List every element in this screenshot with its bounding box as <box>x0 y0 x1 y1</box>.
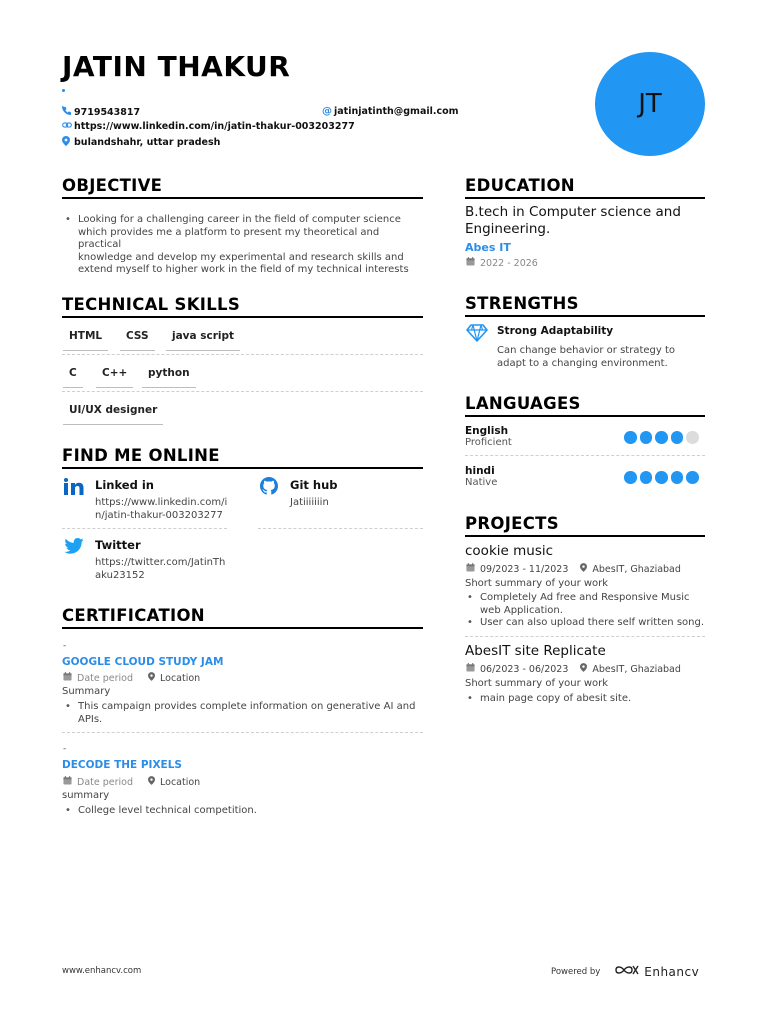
certification-rule <box>62 627 423 629</box>
powered-by-label: Powered by <box>551 966 601 977</box>
project-summary: Short summary of your work <box>465 578 609 589</box>
github-icon <box>260 477 278 499</box>
strength-description: Can change behavior or strategy to adapt to a changing environment. <box>497 345 676 369</box>
project-divider <box>465 636 705 637</box>
skills-heading: TECHNICAL SKILLS <box>62 295 241 314</box>
rating-dot-empty <box>686 431 699 444</box>
skill-tag: UI/UX designer <box>63 404 163 425</box>
email-contact[interactable] <box>322 106 459 117</box>
rating-dot-filled <box>624 471 637 484</box>
projects-heading: PROJECTS <box>465 514 559 533</box>
cert-divider <box>62 732 423 733</box>
objective-line: • Looking for a challenging career in the field of computer science <box>65 214 401 225</box>
education-period: 2022 - 2026 <box>480 257 538 269</box>
linkedin-contact[interactable] <box>62 121 355 132</box>
online-heading: FIND ME ONLINE <box>62 446 220 465</box>
skill-tag: C <box>63 367 83 388</box>
language-rating <box>624 471 699 484</box>
objective-text <box>63 214 425 277</box>
enhancv-brand: Enhancv <box>644 964 700 979</box>
twitter-link[interactable]: https://twitter.com/JatinTh aku23152 <box>95 557 226 581</box>
education-school: Abes IT <box>465 241 511 254</box>
cert-summary: summary <box>62 790 110 801</box>
cert-marker: - <box>63 641 67 651</box>
phone-number: 9719543817 <box>74 106 141 118</box>
cert-date: Date period <box>77 672 133 684</box>
linkedin-icon <box>64 478 84 499</box>
online-divider <box>258 528 423 529</box>
project-location: AbesIT, Ghaziabad <box>592 563 681 575</box>
at-sign-icon: @ <box>322 106 332 117</box>
strengths-heading: STRENGTHS <box>465 294 579 313</box>
cert-location: Location <box>160 776 201 788</box>
location-contact <box>62 136 220 149</box>
candidate-name: JATIN THAKUR <box>62 50 291 83</box>
location-pin-icon <box>148 672 155 684</box>
calendar-icon <box>63 776 72 788</box>
cert-location: Location <box>160 672 201 684</box>
language-divider <box>465 455 705 456</box>
cert-meta <box>63 776 200 788</box>
project-location: AbesIT, Ghaziabad <box>592 663 681 675</box>
email-address[interactable]: jatinjatinth@gmail.com <box>334 106 459 117</box>
objective-heading: OBJECTIVE <box>62 176 163 195</box>
rating-dot-filled <box>640 431 653 444</box>
project-meta <box>466 563 681 575</box>
project-period: 06/2023 - 06/2023 <box>480 663 569 675</box>
cert-meta <box>63 672 200 684</box>
project-bullets <box>465 592 710 630</box>
project-title: AbesIT site Replicate <box>465 643 606 659</box>
calendar-icon <box>466 563 475 575</box>
rating-dot-filled <box>671 471 684 484</box>
skills-divider <box>62 391 423 392</box>
footer-powered-by[interactable] <box>551 964 699 979</box>
phone-icon <box>62 106 74 118</box>
cert-bullet: • This campaign provides complete information on generative AI and <box>65 701 416 712</box>
rating-dot-filled <box>671 431 684 444</box>
calendar-icon <box>466 663 475 675</box>
education-degree: B.tech in Computer science and Engineering. <box>465 204 681 237</box>
languages-heading: LANGUAGES <box>465 394 581 413</box>
strengths-rule <box>465 315 705 317</box>
skill-tag: python <box>142 367 196 388</box>
project-title: cookie music <box>465 543 554 559</box>
cert-bullet: APIs. <box>78 713 103 725</box>
online-divider <box>62 528 227 529</box>
education-rule <box>465 197 705 199</box>
linkedin-label[interactable]: Linked in <box>95 478 154 492</box>
enhancv-logo-icon <box>614 964 640 979</box>
education-meta <box>466 257 538 269</box>
projects-rule <box>465 535 705 537</box>
skill-tag: java script <box>166 330 240 351</box>
language-name: hindi <box>465 465 495 477</box>
cert-title: DECODE THE PIXELS <box>62 759 182 771</box>
phone-contact <box>62 106 140 118</box>
cert-summary: Summary <box>62 686 111 697</box>
project-bullet: • main page copy of abesit site. <box>467 693 632 704</box>
objective-line: knowledge and develop my experimental and research skills and <box>78 251 404 263</box>
project-period: 09/2023 - 11/2023 <box>480 563 569 575</box>
cert-title: GOOGLE CLOUD STUDY JAM <box>62 656 224 668</box>
education-heading: EDUCATION <box>465 176 575 195</box>
diamond-icon <box>466 324 488 346</box>
location-pin-icon <box>148 776 155 788</box>
cert-marker: - <box>63 744 67 754</box>
certification-heading: CERTIFICATION <box>62 606 205 625</box>
language-rating <box>624 431 699 444</box>
avatar-initials: JT <box>638 89 662 119</box>
linkedin-url[interactable]: https://www.linkedin.com/in/jatin-thakur-003203277 <box>74 121 355 132</box>
rating-dot-filled <box>655 431 668 444</box>
language-name: English <box>465 425 509 437</box>
skills-rule <box>62 316 423 318</box>
project-bullets <box>465 693 710 706</box>
languages-rule <box>465 415 705 417</box>
skill-tag: C++ <box>96 367 133 388</box>
calendar-icon <box>466 257 475 269</box>
rating-dot-filled <box>655 471 668 484</box>
rating-dot-filled <box>624 431 637 444</box>
objective-rule <box>62 197 423 199</box>
rating-dot-filled <box>640 471 653 484</box>
calendar-icon <box>63 672 72 684</box>
location-pin-icon <box>62 136 74 149</box>
project-bullet: web Application. <box>480 604 563 616</box>
link-icon <box>62 121 74 132</box>
project-bullet: • Completely Ad free and Responsive Music <box>467 592 690 603</box>
rating-dot-filled <box>686 471 699 484</box>
linkedin-link[interactable]: https://www.linkedin.com/i n/jatin-thakur-003203277 <box>95 497 228 521</box>
location-text: bulandshahr, uttar pradesh <box>74 137 221 148</box>
subtitle-dot <box>62 89 65 92</box>
github-username[interactable]: Jatiiiiiiin <box>290 497 329 508</box>
cert-bullets <box>63 701 425 726</box>
avatar <box>595 52 705 156</box>
objective-line: which provides me a platform to present my theoretical and practical <box>78 226 380 250</box>
skills-divider <box>62 354 423 355</box>
online-rule <box>62 467 423 469</box>
project-meta <box>466 663 681 675</box>
cert-bullets <box>63 805 425 818</box>
skill-tag: CSS <box>120 330 155 351</box>
objective-line: extend myself to higher work in the field of my technical interests <box>78 264 409 275</box>
twitter-label[interactable]: Twitter <box>95 538 141 552</box>
skill-tag: HTML <box>63 330 108 351</box>
language-level: Proficient <box>465 437 512 448</box>
cert-date: Date period <box>77 776 133 788</box>
github-label[interactable]: Git hub <box>290 478 338 492</box>
location-pin-icon <box>580 563 587 575</box>
location-pin-icon <box>580 663 587 675</box>
strength-name: Strong Adaptability <box>497 325 614 337</box>
project-bullet: • User can also upload there self written song. <box>467 617 705 628</box>
cert-bullet: • College level technical competition. <box>65 805 257 816</box>
language-level: Native <box>465 477 498 488</box>
footer-website[interactable]: www.enhancv.com <box>62 966 142 976</box>
twitter-icon <box>64 538 84 558</box>
project-summary: Short summary of your work <box>465 678 609 689</box>
